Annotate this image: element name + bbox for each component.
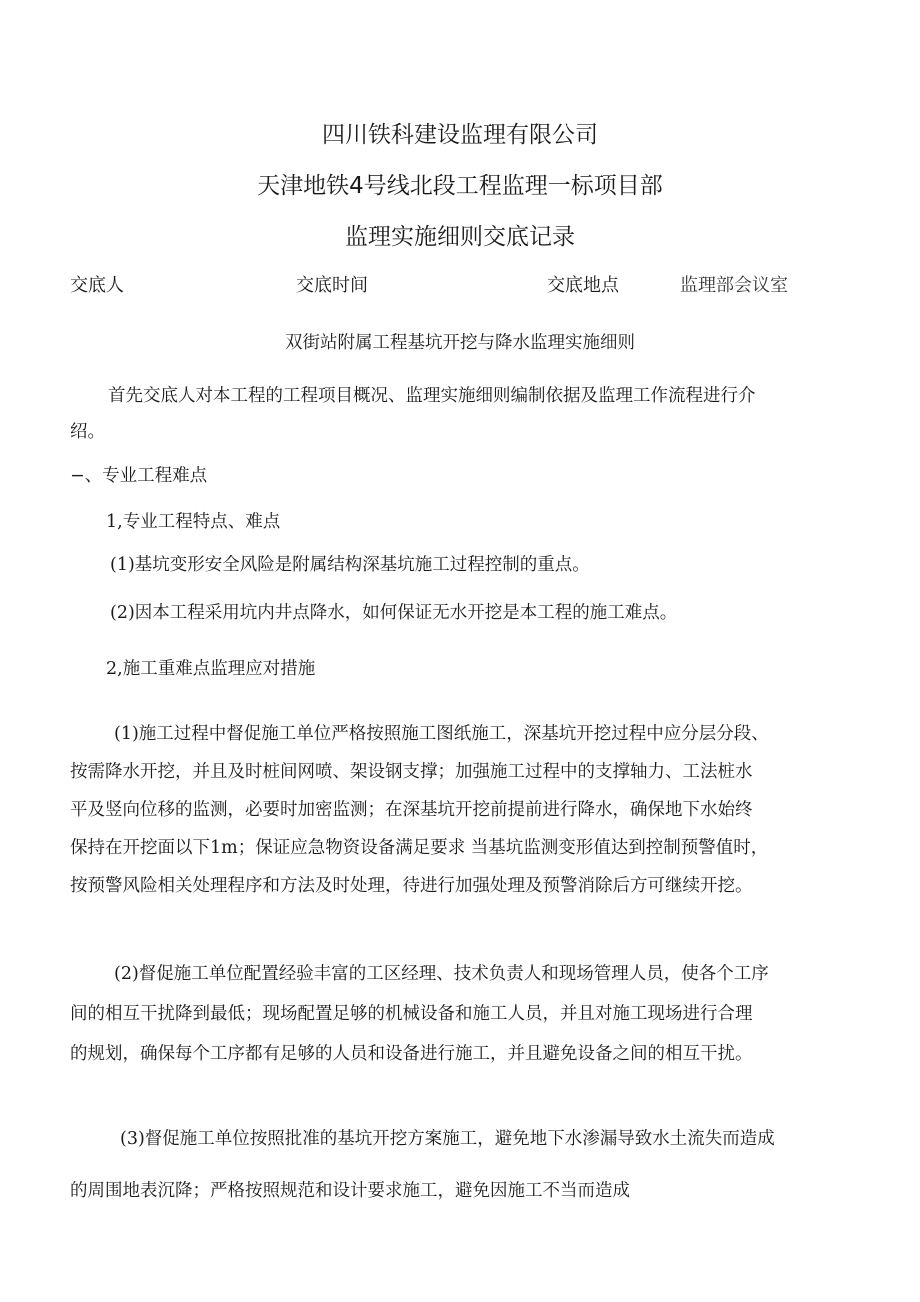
project-name: 天津地铁4号线北段工程监理一标项目部	[257, 173, 663, 199]
company-name: 四川铁科建设监理有限公司	[322, 122, 598, 148]
measure-line: (2)督促施工单位配置经验丰富的工区经理、技术负责人和现场管理人员，使各个工序	[114, 964, 769, 984]
measure-line: (1)施工过程中督促施工单位严格按照施工图纸施工，深基坑开挖过程中应分层分段、	[114, 724, 769, 744]
measure-line: 保持在开挖面以下1m；保证应急物资设备满足要求 当基坑监测变形值达到控制预警值时，	[70, 838, 769, 858]
document-subtitle: 双街站附属工程基坑开挖与降水监理实施细则	[285, 333, 635, 353]
intro-paragraph	[70, 376, 870, 448]
difficulty-point: (1)基坑变形安全风险是附属结构深基坑施工过程控制的重点。	[110, 555, 590, 575]
record-title: 监理实施细则交底记录	[345, 224, 575, 250]
measure-paragraph	[70, 1127, 880, 1219]
intro-line: 首先交底人对本工程的工程项目概况、监理实施细则编制依据及监理工作流程进行介	[108, 386, 756, 406]
location-label: 交底地点	[547, 275, 619, 296]
measure-line: 间的相互干扰降到最低；现场配置足够的机械设备和施工人员，并且对施工现场进行合理	[70, 1004, 753, 1024]
measure-line: 按预警风险相关处理程序和方法及时处理，待进行加强处理及预警消除后方可继续开挖。	[70, 876, 753, 896]
location-value: 监理部会议室	[680, 275, 788, 296]
measure-paragraph	[70, 962, 880, 1082]
intro-line: 绍。	[70, 422, 105, 442]
item-heading: 1,专业工程特点、难点	[106, 512, 281, 532]
measure-line: (3)督促施工单位按照批准的基坑开挖方案施工，避免地下水渗漏导致水土流失而造成	[120, 1129, 775, 1149]
item-heading: 2,施工重难点监理应对措施	[106, 659, 316, 679]
time-label: 交底时间	[296, 275, 368, 296]
measure-paragraph	[70, 722, 880, 912]
section-heading: −、专业工程难点	[70, 466, 208, 486]
measure-line: 的周围地表沉降；严格按照规范和设计要求施工，避免因施工不当而造成	[70, 1181, 630, 1201]
measure-line: 按需降水开挖，并且及时桩间网喷、架设钢支撑；加强施工过程中的支撑轴力、工法桩水	[70, 762, 753, 782]
presenter-label: 交底人	[70, 275, 124, 296]
difficulty-point: (2)因本工程采用坑内井点降水，如何保证无水开挖是本工程的施工难点。	[110, 603, 678, 623]
measure-line: 的规划，确保每个工序都有足够的人员和设备进行施工，并且避免设备之间的相互干扰。	[70, 1044, 753, 1064]
measure-line: 平及竖向位移的监测，必要时加密监测；在深基坑开挖前提前进行降水，确保地下水始终	[70, 800, 753, 820]
